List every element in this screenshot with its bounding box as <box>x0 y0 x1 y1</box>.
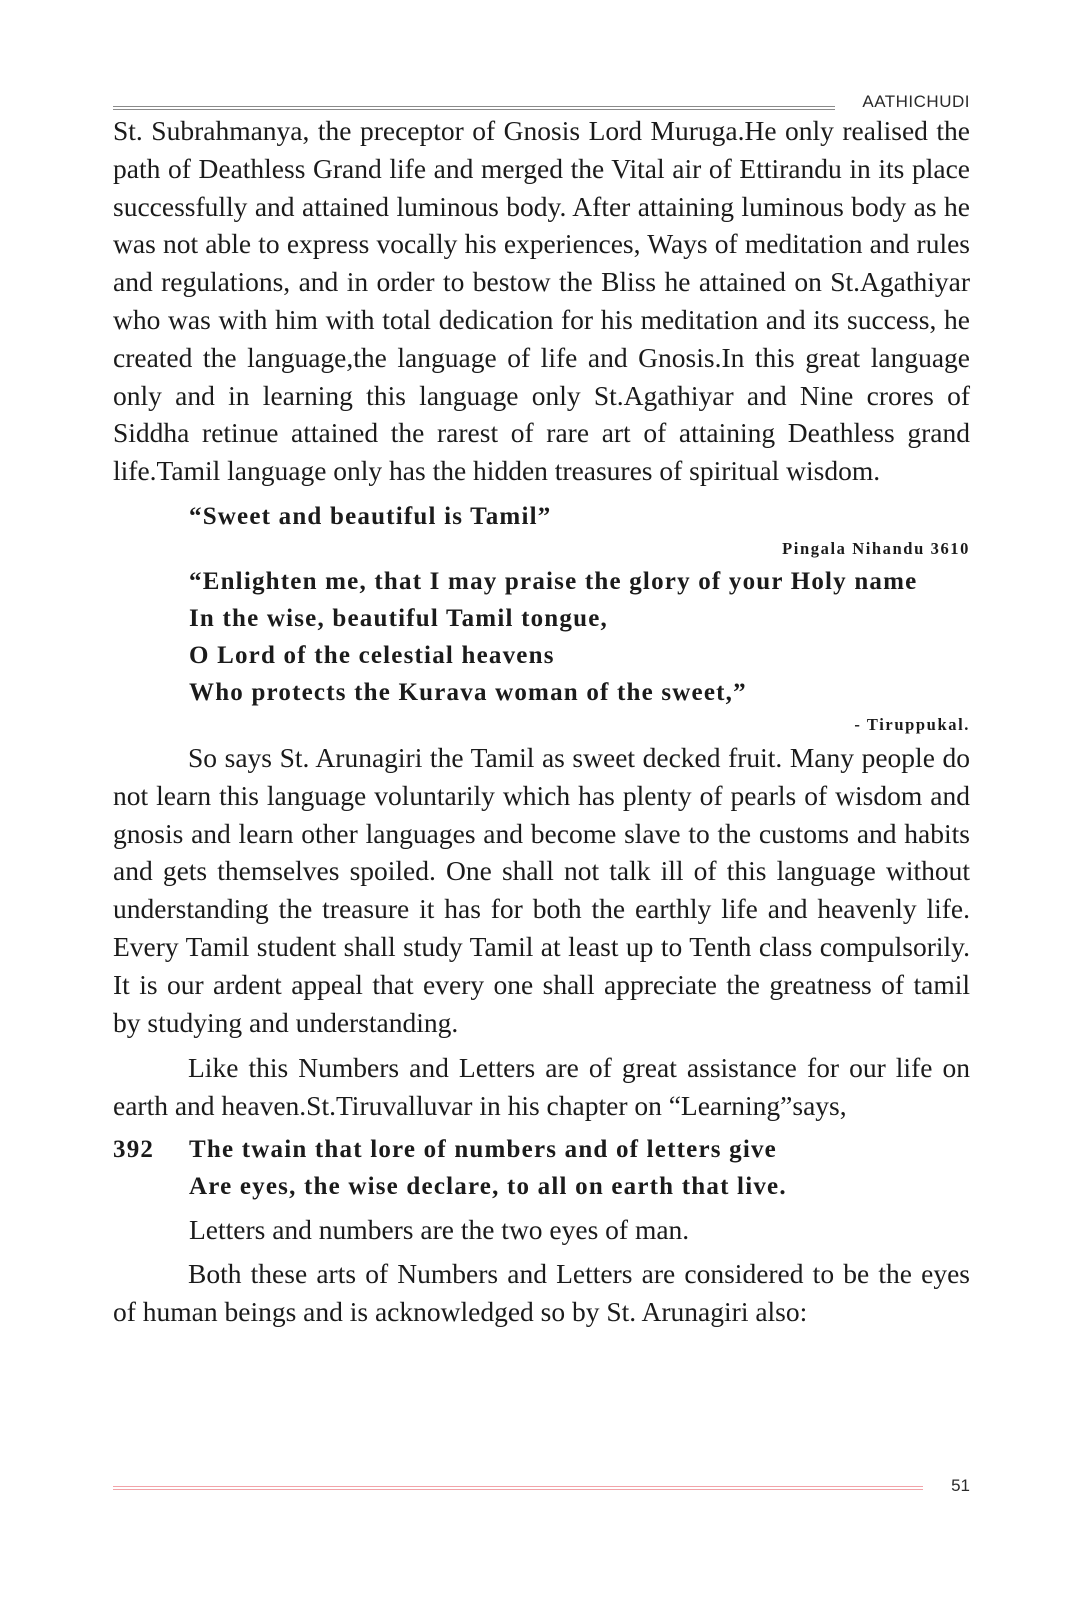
quote-line: “Enlighten me, that I may praise the glory of your Holy name <box>189 567 918 595</box>
page-body <box>113 112 970 1330</box>
kural-couplet <box>113 1131 970 1205</box>
quote-source-tiruppukal: - Tiruppukal. <box>854 714 970 734</box>
paragraph-both-arts: Both these arts of Numbers and Letters are considered to be the eyes of human beings and is acknowledged so by St. Arunagiri also: <box>113 1257 970 1327</box>
couplet-line: The twain that lore of numbers and of letters give <box>189 1135 777 1163</box>
couplet-lines <box>189 1131 787 1205</box>
paragraph-subrahmanya: St. Subrahmanya, the preceptor of Gnosis Lord Muruga.He only realised the path of Deathless Grand life and merged the Vital air of Ettirandu in its place successfully and attained luminous body. After attaining luminous body as he was not able to express vocally his experiences, Ways of meditation and rules and regulations, and in order to bestow the Bliss he attained on St.Agathiyar who was with him with total dedication for his meditation and its success, he created the language,the language of life and Gnosis.In this great language only and in learning this language only St.Agathiyar and Nine crores of Siddha retinue attained the rarest of rare art of attaining Deathless grand life.Tamil language only has the hidden treasures of spiritual wisdom. <box>113 115 970 487</box>
page-number: 51 <box>951 1476 970 1495</box>
footer-rule <box>113 1486 923 1490</box>
running-title: AATHICHUDI <box>862 92 970 111</box>
quote-sweet-tamil: “Sweet and beautiful is Tamil” <box>189 502 552 530</box>
quote-line: O Lord of the celestial heavens <box>189 641 555 669</box>
quote-source-pingala: Pingala Nihandu 3610 <box>782 538 970 558</box>
couplet-line: Are eyes, the wise declare, to all on earth that live. <box>189 1172 787 1200</box>
paragraph-arunagiri: So says St. Arunagiri the Tamil as sweet decked fruit. Many people do not learn this language voluntarily which has plenty of pearls of wisdom and gnosis and learn other languages and become slave to the customs and habits and gets themselves spoiled. One shall not talk ill of this language without understanding the treasure it has for both the earthly life and heavenly life. Every Tamil student shall study Tamil at least up to Tenth class compulsorily. It is our ardent appeal that every one shall appreciate the greatness of tamil by studying and understanding. <box>113 741 970 1038</box>
paragraph-two-eyes: Letters and numbers are the two eyes of man. <box>189 1213 690 1245</box>
quote-line: Who protects the Kurava woman of the sweet,” <box>189 678 747 706</box>
quote-line: In the wise, beautiful Tamil tongue, <box>189 604 608 632</box>
paragraph-numbers-letters: Like this Numbers and Letters are of great assistance for our life on earth and heaven.St.Tiruvalluvar in his chapter on “Learning”says, <box>113 1052 970 1122</box>
page-footer <box>113 1476 970 1502</box>
couplet-number: 392 <box>113 1135 155 1163</box>
quote-tiruppukal <box>189 563 970 711</box>
header-rule <box>113 106 835 110</box>
